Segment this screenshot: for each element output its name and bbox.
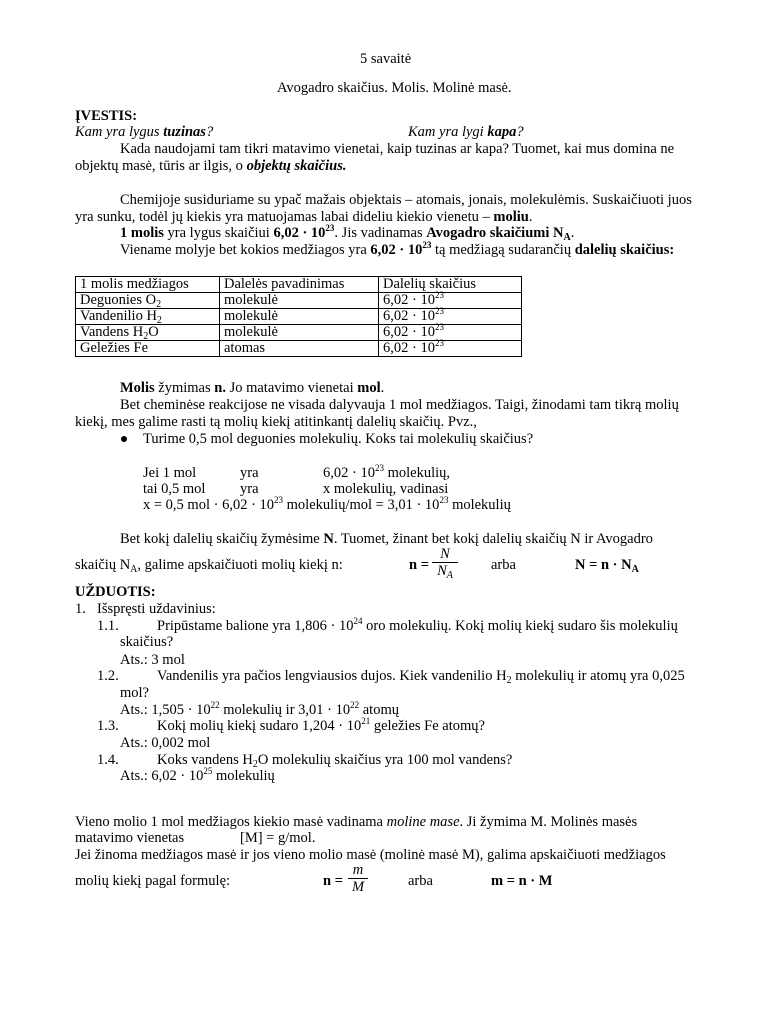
table-cell: $6,02 \cdot 10^{23}$ <box>379 293 522 309</box>
table-header-row <box>76 277 522 293</box>
task-text: Koks vandens $H_2O$ molekulių skaičius yra 100 mol vandens? <box>157 752 513 770</box>
tasks-heading: UŽDUOTIS: <box>75 584 156 600</box>
intro-heading: ĮVESTIS: <box>75 108 138 124</box>
calc-line: Jei 1 mol <box>143 465 197 481</box>
calc-line: yra <box>240 465 259 481</box>
table-cell: $6,02 \cdot 10^{23}$ <box>379 341 522 357</box>
task-text: Kokį molių kiekį sudaro $1,204 \cdot 10^{21}$ geležies Fe atomų? <box>157 716 485 734</box>
paragraph-line: kiekį, mes galime rasti tą molių kiekį atitinkantį dalelių skaičių. Pvz., <box>75 414 477 430</box>
paragraph-line: Bet kokį dalelių skaičių žymėsime N. Tuomet, žinant bet kokį dalelių skaičių N ir Avogadro <box>120 531 653 547</box>
paragraph-line: yra sunku, todėl jų kiekis yra matuojamas labai dideliu kiekio vienetu – moliu. <box>75 209 533 225</box>
week-label: 5 savaitė <box>360 51 412 67</box>
paragraph-line: Molis žymimas n. Jo matavimo vienetai mol. <box>120 380 385 396</box>
bullet-icon <box>121 436 127 442</box>
mole-table <box>75 276 522 357</box>
avogadro-definition: 1 molis yra lygus skaičiui $6,02 \cdot 10^{23}$. Jis vadinamas Avogadro skaičiumi $N_A$. <box>120 223 575 243</box>
paragraph-line: Kada naudojami tam tikri matavimo vienetai, kaip tuzinas ar kapa? Tuomet, kai mus domina ne <box>120 141 675 157</box>
table-row <box>76 325 522 341</box>
table-header: Dalelių skaičius <box>379 277 522 293</box>
formula-alt: $N = n \cdot N_A$ <box>575 557 639 575</box>
table-row <box>76 293 522 309</box>
formula-fraction: N $N_A$ <box>432 546 458 579</box>
task-number: 1.1. <box>97 618 119 634</box>
paragraph-line: skaičių $N_A$, galime apskaičiuoti molių kiekį n: <box>75 557 343 575</box>
formula-lhs: n = <box>323 873 343 889</box>
calc-line: x = 0,5 mol · $6,02 \cdot 10^{23}$ molekulių/mol = $3,01 \cdot 10^{23}$ molekulių <box>143 495 511 513</box>
question-kapa: Kam yra lygi kapa? <box>408 124 524 140</box>
table-cell: $6,02 \cdot 10^{23}$ <box>379 325 522 341</box>
paragraph-line: objektų masė, tūris ar ilgis, o objektų skaičius. <box>75 158 347 174</box>
particle-statement: Viename molyje bet kokios medžiagos yra $6,02 \cdot 10^{23}$ tą medžiagą sudarančių dalelių skaičius: <box>120 240 675 258</box>
table-cell: Deguonies $O_2$ <box>76 293 220 309</box>
table-row <box>76 341 522 357</box>
formula-lhs: n = <box>409 557 429 573</box>
calc-line: x molekulių, vadinasi <box>323 481 449 497</box>
formula-or: arba <box>408 873 433 889</box>
calc-line: yra <box>240 481 259 497</box>
paragraph-line: Jei žinoma medžiagos masė ir jos vieno molio masė (molinė masė M), galima apskaičiuoti medžiagos <box>75 847 666 863</box>
task-answer: Ats.: $1,505 \cdot 10^{22}$ molekulių ir $3,01 \cdot 10^{22}$ atomų <box>120 700 399 718</box>
task-number: 1. <box>75 601 86 617</box>
table-cell: Geležies Fe <box>76 341 220 357</box>
table-cell: Vandens $H_2O$ <box>76 325 220 341</box>
paragraph-line: Chemijoje susiduriame su ypač mažais objektais – atomais, jonais, molekulėmis. Suskaičiuoti juos <box>120 192 692 208</box>
formula-fraction: m M <box>348 862 368 895</box>
paragraph-line: [M] = g/mol. <box>240 830 316 846</box>
paragraph-line: Bet cheminėse reakcijose ne visada dalyvauja 1 mol medžiagos. Taigi, žinodami tam tikrą molių <box>120 397 679 413</box>
table-row <box>76 309 522 325</box>
paragraph-line: molių kiekį pagal formulę: <box>75 873 231 889</box>
table-header: Dalelės pavadinimas <box>220 277 379 293</box>
task-text: Vandenilis yra pačios lengviausios dujos. Kiek vandenilio $H_2$ molekulių ir atomų yra 0,025 <box>157 668 685 686</box>
table-cell: $6,02 \cdot 10^{23}$ <box>379 309 522 325</box>
task-text: mol? <box>120 685 149 701</box>
task-number: 1.4. <box>97 752 119 768</box>
bullet-text: Turime 0,5 mol deguonies molekulių. Koks tai molekulių skaičius? <box>143 431 534 447</box>
task-answer: Ats.: 3 mol <box>120 652 185 668</box>
table-cell: atomas <box>220 341 379 357</box>
task-number: 1.3. <box>97 718 119 734</box>
tasks-intro: Išspręsti uždavinius: <box>97 601 216 617</box>
table-cell: molekulė <box>220 309 379 325</box>
table-header: 1 molis medžiagos <box>76 277 220 293</box>
task-text: skaičius? <box>120 634 174 650</box>
task-text: Pripūstame balione yra $1,806 \cdot 10^{24}$ oro molekulių. Kokį molių kiekį sudaro šis molekulių <box>157 616 678 634</box>
calc-line: tai 0,5 mol <box>143 481 206 497</box>
paragraph-line: matavimo vienetas <box>75 830 185 846</box>
paragraph-line: Vieno molio 1 mol medžiagos kiekio masė vadinama moline mase. Ji žymima M. Molinės masės <box>75 814 638 830</box>
calc-line: $6,02 \cdot 10^{23}$ molekulių, <box>323 463 451 481</box>
table-cell: molekulė <box>220 325 379 341</box>
formula-or: arba <box>491 557 516 573</box>
task-answer: Ats.: 0,002 mol <box>120 735 211 751</box>
table-cell: Vandenilio $H_2$ <box>76 309 220 325</box>
page-title: Avogadro skaičius. Molis. Molinė masė. <box>277 80 512 96</box>
task-answer: Ats.: $6,02 \cdot 10^{25}$ molekulių <box>120 766 275 784</box>
table-cell: molekulė <box>220 293 379 309</box>
question-dozen: Kam yra lygus tuzinas? <box>75 124 214 140</box>
formula-alt: m = n · M <box>491 873 553 889</box>
task-number: 1.2. <box>97 668 119 684</box>
